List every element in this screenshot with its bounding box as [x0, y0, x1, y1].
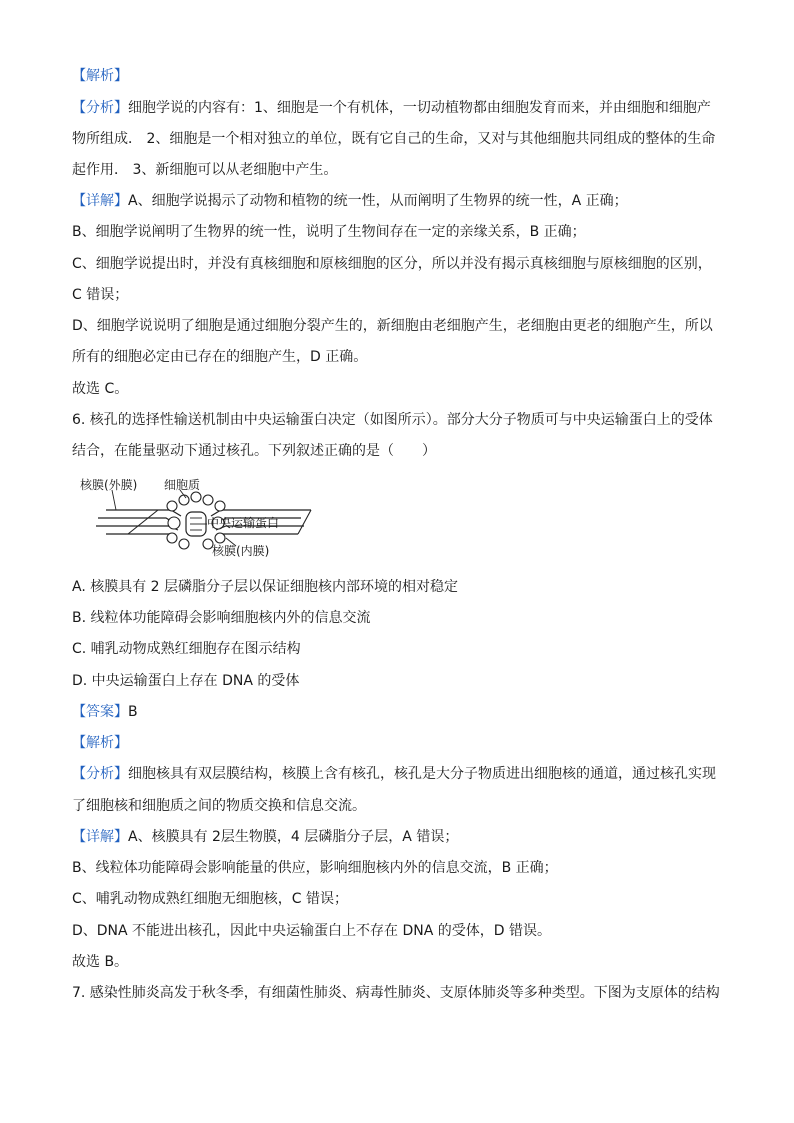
- analysis-line: [72, 764, 716, 784]
- analysis-line: 物所组成． 2、细胞是一个相对独立的单位，既有它自己的生命，又对与其他细胞共同组成的整体的生命: [72, 131, 716, 147]
- pore-subunit: [167, 501, 177, 511]
- membrane-edge: [128, 510, 158, 534]
- pore-subunit: [179, 495, 189, 505]
- option-d: D. 中央运输蛋白上存在 DNA 的受体: [72, 673, 300, 689]
- membrane-edge: [298, 510, 311, 534]
- detail-line: C、哺乳动物成熟红细胞无细胞核，C 错误；: [72, 891, 348, 907]
- detail-line: B、线粒体功能障碍会影响能量的供应，影响细胞核内外的信息交流，B 正确；: [72, 860, 558, 876]
- choose-line: 故选 B。: [72, 954, 129, 970]
- fenxi-text: 细胞学说的内容有：1、细胞是一个有机体，一切动植物都由细胞发育而来，并由细胞和细胞产: [128, 100, 711, 116]
- answer-line: [72, 702, 138, 722]
- pore-subunit: [215, 533, 225, 543]
- question-6-stem: 结合，在能量驱动下通过核孔。下列叙述正确的是（ ）: [72, 443, 436, 459]
- analysis-line: 了细胞核和细胞质之间的物质交换和信息交流。: [72, 798, 366, 814]
- analysis-line: 起作用． 3、新细胞可以从老细胞中产生。: [72, 162, 338, 178]
- central-protein-label: 中央运输蛋白: [207, 516, 280, 530]
- detail-line: B、细胞学说阐明了生物界的统一性，说明了生物间存在一定的亲缘关系，B 正确；: [72, 224, 586, 240]
- option-b: B. 线粒体功能障碍会影响细胞核内外的信息交流: [72, 610, 371, 626]
- answer-tag: 【答案】: [72, 704, 128, 720]
- detail-text: A、核膜具有 2层生物膜，4 层磷脂分子层，A 错误；: [128, 829, 459, 845]
- choose-line: 故选 C。: [72, 381, 129, 397]
- outer-membrane-left-2: [98, 518, 176, 524]
- outer-membrane-label: 核膜(外膜): [80, 478, 138, 492]
- detail-line: 所有的细胞必定由已存在的细胞产生，D 正确。: [72, 349, 368, 365]
- xiangjie-tag: 【详解】: [72, 193, 128, 209]
- nuclear-pore-diagram: [76, 476, 316, 562]
- option-a: A. 核膜具有 2 层磷脂分子层以保证细胞核内部环境的相对稳定: [72, 579, 459, 595]
- pore-subunit: [179, 539, 189, 549]
- detail-line: [72, 827, 458, 847]
- detail-line: [72, 191, 628, 211]
- detail-line: C 错误；: [72, 287, 129, 303]
- leader-line: [112, 490, 116, 510]
- detail-line: C、细胞学说提出时，并没有真核细胞和原核细胞的区分，所以并没有揭示真核细胞与原核细胞的区别，: [72, 256, 712, 272]
- pore-subunit: [191, 492, 201, 502]
- detail-text: A、细胞学说揭示了动物和植物的统一性，从而阐明了生物界的统一性，A 正确；: [128, 193, 628, 209]
- pore-subunit: [167, 533, 177, 543]
- question-6-stem: 6. 核孔的选择性输送机制由中央运输蛋白决定（如图所示）。部分大分子物质可与中央运输蛋白上的受体: [72, 412, 713, 428]
- fenxi-tag: 【分析】: [72, 100, 128, 116]
- detail-line: D、细胞学说说明了细胞是通过细胞分裂产生的，新细胞由老细胞产生，老细胞由更老的细胞产生，所以: [72, 318, 713, 334]
- detail-line: D、DNA 不能进出核孔，因此中央运输蛋白上不存在 DNA 的受体，D 错误。: [72, 923, 552, 939]
- inner-membrane-label: 核膜(内膜): [212, 544, 270, 558]
- cytoplasm-label: 细胞质: [164, 478, 201, 492]
- question-7-stem: 7. 感染性肺炎高发于秋冬季，有细菌性肺炎、病毒性肺炎、支原体肺炎等多种类型。下图为支原体的结构: [72, 985, 720, 1001]
- analysis-line: [72, 98, 711, 118]
- pore-subunit: [203, 495, 213, 505]
- pore-subunit: [215, 501, 225, 511]
- xiangjie-tag: 【详解】: [72, 829, 128, 845]
- analysis-heading: 【解析】: [72, 68, 128, 84]
- fenxi-text: 细胞核具有双层膜结构，核膜上含有核孔，核孔是大分子物质进出细胞核的通道，通过核孔实现: [128, 766, 716, 782]
- analysis-heading: 【解析】: [72, 735, 128, 751]
- fenxi-tag: 【分析】: [72, 766, 128, 782]
- option-c: C. 哺乳动物成熟红细胞存在图示结构: [72, 641, 301, 657]
- pore-ring: [168, 517, 180, 529]
- answer-value: B: [128, 704, 138, 720]
